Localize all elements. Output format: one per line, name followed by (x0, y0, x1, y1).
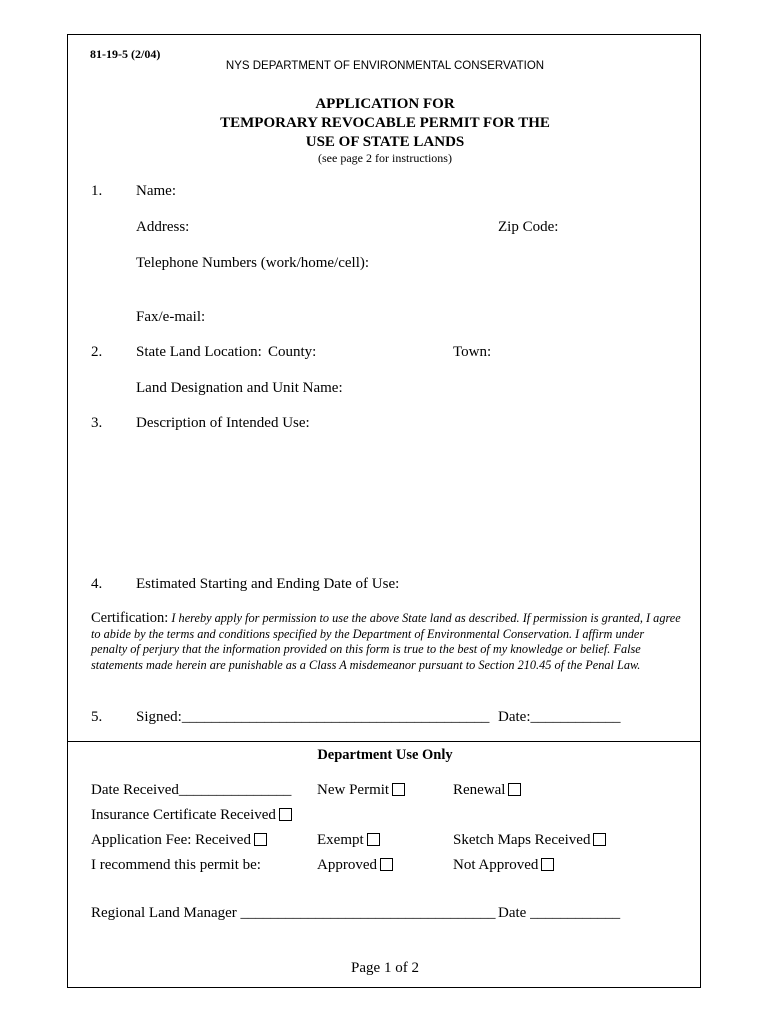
app-fee-checkbox[interactable] (254, 833, 267, 846)
form-subtitle: (see page 2 for instructions) (318, 151, 452, 165)
item-number-4: 4. (91, 576, 103, 592)
certification-lead: Certification: (91, 610, 169, 626)
section-divider (67, 741, 701, 742)
item-number-3: 3. (91, 415, 103, 431)
item-number-2: 2. (91, 344, 103, 360)
address-label: Address: (136, 219, 190, 235)
app-fee-option (91, 832, 267, 849)
manager-date-line[interactable]: Date ____________ (498, 905, 621, 921)
page-number: Page 1 of 2 (351, 960, 419, 976)
approved-label: Approved (317, 857, 377, 873)
insurance-option (91, 807, 292, 824)
not-approved-checkbox[interactable] (541, 858, 554, 871)
new-permit-label: New Permit (317, 782, 390, 798)
sketch-maps-label: Sketch Maps Received (453, 832, 591, 848)
town-label: Town: (453, 344, 492, 360)
approved-option (317, 857, 393, 874)
insurance-label: Insurance Certificate Received (91, 807, 276, 823)
telephone-label: Telephone Numbers (work/home/cell): (136, 255, 370, 271)
title-line-1: APPLICATION FOR (315, 96, 455, 112)
signature-line[interactable]: Signed:_________________________________________ (136, 709, 490, 725)
exempt-option (317, 832, 380, 849)
land-designation-label: Land Designation and Unit Name: (136, 380, 343, 396)
state-land-location-label: State Land Location: (136, 344, 262, 360)
not-approved-label: Not Approved (453, 857, 539, 873)
renewal-option (453, 782, 521, 799)
department-use-header: Department Use Only (317, 747, 453, 763)
app-fee-label: Application Fee: Received (91, 832, 251, 848)
insurance-checkbox[interactable] (279, 808, 292, 821)
date-received-field[interactable]: Date Received_______________ (91, 782, 292, 798)
dates-of-use-label: Estimated Starting and Ending Date of Use: (136, 576, 400, 592)
certification-body: I hereby apply for permission to use the above State land as described. If permission is granted, I agree to abide by the terms and conditions specified by the Department of Environmental Conservation. I affirm under penalty of perjury that the information provided on this form is true to the best of my knowledge or belief. False statements made herein are punishable as a Class A misdemeanor pursuant to Section 210.45 of the Penal Law. (91, 611, 681, 672)
item-number-1: 1. (91, 183, 103, 199)
regional-manager-line[interactable]: Regional Land Manager __________________________________ (91, 905, 496, 921)
agency-name: NYS DEPARTMENT OF ENVIRONMENTAL CONSERVATION (225, 60, 545, 72)
title-line-3: USE OF STATE LANDS (305, 134, 465, 150)
exempt-label: Exempt (317, 832, 364, 848)
name-label: Name: (136, 183, 176, 199)
title-line-2: TEMPORARY REVOCABLE PERMIT FOR THE (220, 115, 550, 131)
fax-email-label: Fax/e-mail: (136, 309, 206, 325)
sketch-maps-option (453, 832, 606, 849)
certification-paragraph (91, 611, 681, 673)
sketch-maps-checkbox[interactable] (593, 833, 606, 846)
not-approved-option (453, 857, 554, 874)
zip-code-label: Zip Code: (498, 219, 559, 235)
signature-date-line[interactable]: Date:____________ (498, 709, 621, 725)
new-permit-checkbox[interactable] (392, 783, 405, 796)
county-label: County: (268, 344, 317, 360)
recommend-label: I recommend this permit be: (91, 857, 261, 873)
form-title (0, 95, 770, 152)
approved-checkbox[interactable] (380, 858, 393, 871)
item-number-5: 5. (91, 709, 103, 725)
exempt-checkbox[interactable] (367, 833, 380, 846)
renewal-checkbox[interactable] (508, 783, 521, 796)
renewal-label: Renewal (453, 782, 506, 798)
new-permit-option (317, 782, 405, 799)
form-number: 81-19-5 (2/04) (90, 47, 161, 61)
description-label: Description of Intended Use: (136, 415, 310, 431)
